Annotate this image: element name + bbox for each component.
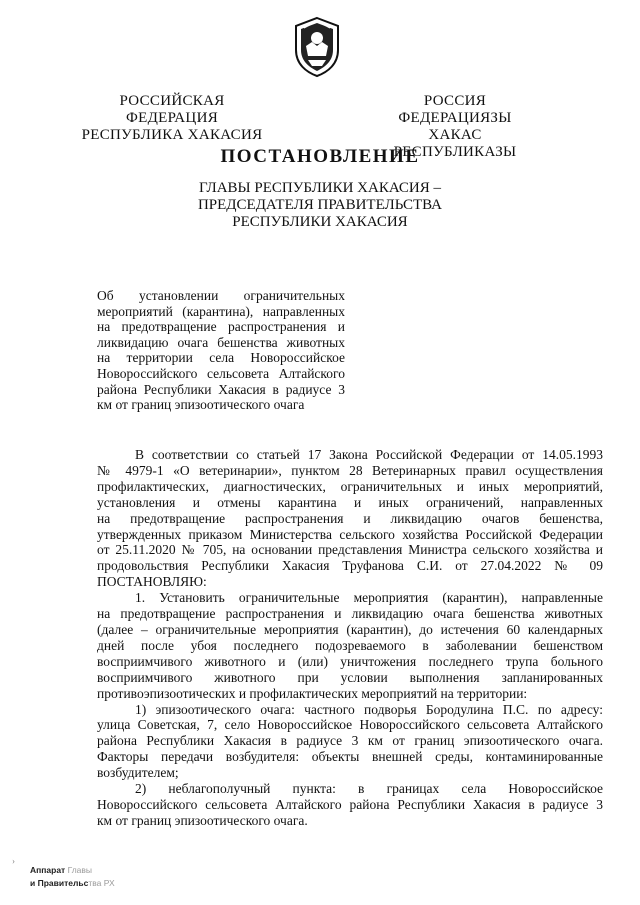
header-left-line-2: РЕСПУБЛИКА ХАКАСИЯ — [81, 127, 263, 143]
body-line: ПОСТАНОВЛЯЮ: — [97, 574, 207, 590]
header-left-line-1: РОССИЙСКАЯ ФЕДЕРАЦИЯ — [119, 93, 225, 126]
footer-stamp — [30, 864, 115, 890]
body-line: установления и отмены карантина и иных ограничений, направленных — [97, 494, 603, 510]
subject-line: мероприятий (карантина), направленных — [97, 303, 345, 319]
body-line: на предотвращение распространения и ликвидацию очагов бешенства, — [97, 510, 603, 526]
body-line: 1. Установить ограничительные мероприятия (карантин), направленные — [135, 590, 603, 606]
body-line: возбудителем; — [97, 765, 179, 781]
subject-line: ликвидацию очага бешенства животных — [97, 334, 345, 350]
document-title: ПОСТАНОВЛЕНИЕ — [220, 146, 420, 167]
body-line: профилактических, диагностических, ограничительных и иных мероприятий, — [97, 478, 603, 494]
subject-line: км от границ эпизоотического очага — [97, 397, 305, 413]
footer-line-2-faint: тва РХ — [88, 878, 115, 888]
body-line: 2) неблагополучный пункта: в границах села Новороссийское — [135, 781, 603, 797]
subject-line: района Республики Хакасия в радиусе 3 — [97, 381, 345, 397]
footer-line-2 — [30, 877, 115, 890]
document-subject — [97, 288, 345, 413]
issuer-line-3: РЕСПУБЛИКИ ХАКАСИЯ — [232, 214, 408, 230]
body-line: на предотвращение распространения и ликвидацию очага бешенства животных — [97, 606, 603, 622]
body-line: восприимчивого животного и (или) уничтожения последнего трупа больного — [97, 653, 603, 669]
footer-line-1-bold: Аппарат — [30, 865, 66, 875]
body-line: восприимчивого животного при условии выполнения запланированных — [97, 669, 603, 685]
coat-of-arms-icon — [292, 16, 342, 78]
footer-line-2-bold: и Правительс — [30, 878, 89, 888]
document-body — [97, 447, 603, 829]
issuer-line-2: ПРЕДСЕДАТЕЛЯ ПРАВИТЕЛЬСТВА — [197, 197, 443, 213]
body-line: дней после убоя последнего подозреваемого в заболевании бешенством — [97, 637, 603, 653]
body-line: Факторы передачи возбудителя: объекты внешней среды, контаминированные — [97, 749, 603, 765]
footer-line-1 — [30, 864, 115, 877]
body-line: утвержденных приказом Министерства сельского хозяйства Российской Федерации — [97, 526, 603, 542]
header-right-line-2: ХАКАС РЕСПУБЛИКАЗЫ — [393, 127, 517, 160]
subject-line: Новороссийского сельсовета Алтайского — [97, 365, 345, 381]
body-line: района Республики Хакасия в радиусе 3 км от границ эпизоотического очага. — [97, 733, 603, 749]
body-line: противоэпизоотических и профилактических мероприятий на территории: — [97, 685, 528, 701]
body-line: от 25.11.2020 № 705, на основании представления Министра сельского хозяйства и — [97, 542, 603, 558]
header-right-line-1: РОССИЯ ФЕДЕРАЦИЯЗЫ — [398, 93, 512, 126]
subject-line: на предотвращение распространения и — [97, 319, 345, 335]
subject-line: Об установлении ограничительных — [97, 288, 345, 303]
body-line: Новороссийского сельсовета Алтайского района Республики Хакасия в радиусе 3 — [97, 796, 603, 812]
body-line: (далее – ограничительные мероприятия (карантин), до истечения 60 календарных — [97, 621, 603, 637]
document-issuer — [160, 180, 480, 231]
margin-mark: › — [12, 856, 15, 866]
body-line: км от границ эпизоотического очага. — [97, 812, 308, 828]
header-russian-federation — [78, 93, 266, 144]
footer-line-1-faint: Главы — [67, 865, 93, 875]
body-line: В соответствии со статьей 17 Закона Российской Федерации от 14.05.1993 — [135, 447, 603, 462]
issuer-line-1: ГЛАВЫ РЕСПУБЛИКИ ХАКАСИЯ – — [198, 180, 442, 196]
subject-line: на территории села Новороссийское — [97, 350, 345, 366]
body-line: улица Советская, 7, село Новороссийское Новороссийского сельсовета Алтайского — [97, 717, 603, 733]
body-line: продовольствия Республики Хакасия Труфанова С.И. от 27.04.2022 № 09 — [97, 558, 603, 574]
body-line: 1) эпизоотического очага: частного подворья Бородулина П.С. по адресу: — [135, 701, 603, 717]
body-line: № 4979-1 «О ветеринарии», пунктом 28 Ветеринарных правил осуществления — [97, 462, 603, 478]
